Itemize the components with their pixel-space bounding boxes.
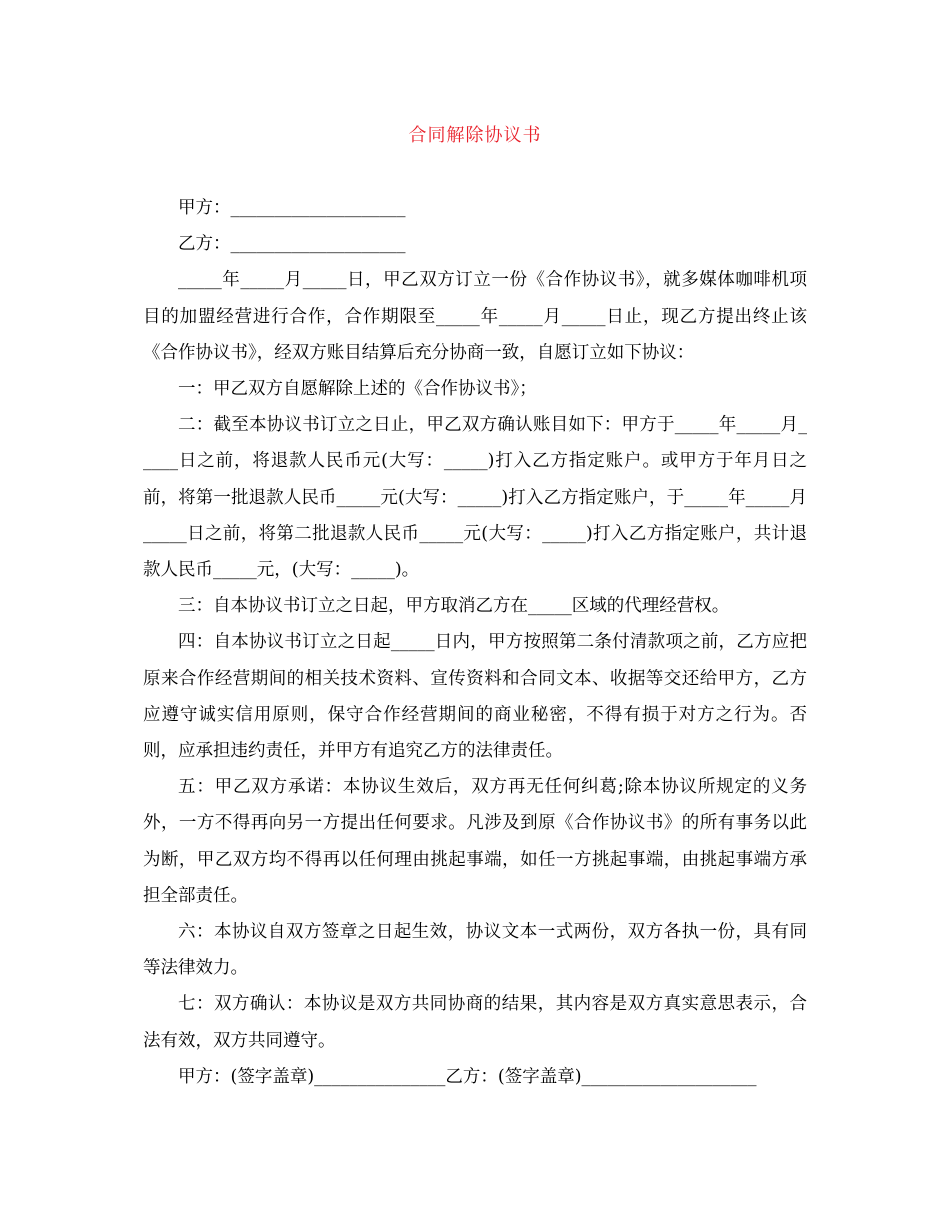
signature-line: 甲方：(签字盖章)_______________乙方：(签字盖章)____________________ <box>178 1066 757 1087</box>
party-a-line: 甲方：____________________ <box>178 198 406 218</box>
clause-4: 四：自本协议书订立之日起_____日内，甲方按照第二条付清款项之前，乙方应把原来合作经营期间的相关技术资料、宣传资料和合同文本、收据等交还给甲方，乙方应遵守诚实信用原则，保守合作经营期间的商业秘密，不得有损于对方之行为。否则，应承担违约责任，并甲方有追究乙方的法律责任。 <box>143 632 807 762</box>
clause-3: 三：自本协议书订立之日起，甲方取消乙方在_____区域的代理经营权。 <box>178 596 730 617</box>
clause-1: 一：甲乙双方自愿解除上述的《合作协议书》； <box>178 379 537 400</box>
document-title: 合同解除协议书 <box>408 125 542 146</box>
clause-2: 二：截至本协议书订立之日止，甲乙双方确认账目如下：甲方于_____年_____月_____日之前，将退款人民币元(大写：_____)打入乙方指定账户。或甲方于年月日之前，将第一批退款人民币_____元(大写：_____)打入乙方指定账户，于_____年_____月_____日之前，将第二批退款人民币_____元(大写：_____)打入乙方指定账户，共计退款人民币_____元，(大写：_____)。 <box>143 415 807 581</box>
clause-6: 六：本协议自双方签章之日起生效，协议文本一式两份，双方各执一份，具有同等法律效力。 <box>143 922 807 979</box>
clause-7: 七：双方确认：本协议是双方共同协商的结果，其内容是双方真实意思表示，合法有效，双方共同遵守。 <box>143 994 807 1051</box>
document-body <box>143 190 807 1095</box>
clause-5: 五：甲乙双方承诺：本协议生效后，双方再无任何纠葛;除本协议所规定的义务外，一方不得再向另一方提出任何要求。凡涉及到原《合作协议书》的所有事务以此为断，甲乙双方均不得再以任何理由挑起事端，如任一方挑起事端，由挑起事端方承担全部责任。 <box>143 777 807 906</box>
preamble-paragraph: _____年_____月_____日，甲乙双方订立一份《合作协议书》，就多媒体咖啡机项目的加盟经营进行合作，合作期限至_____年_____月_____日止，现乙方提出终止该《合作协议书》，经双方账目结算后充分协商一致，自愿订立如下协议： <box>143 270 807 363</box>
party-b-line: 乙方：____________________ <box>178 234 406 255</box>
